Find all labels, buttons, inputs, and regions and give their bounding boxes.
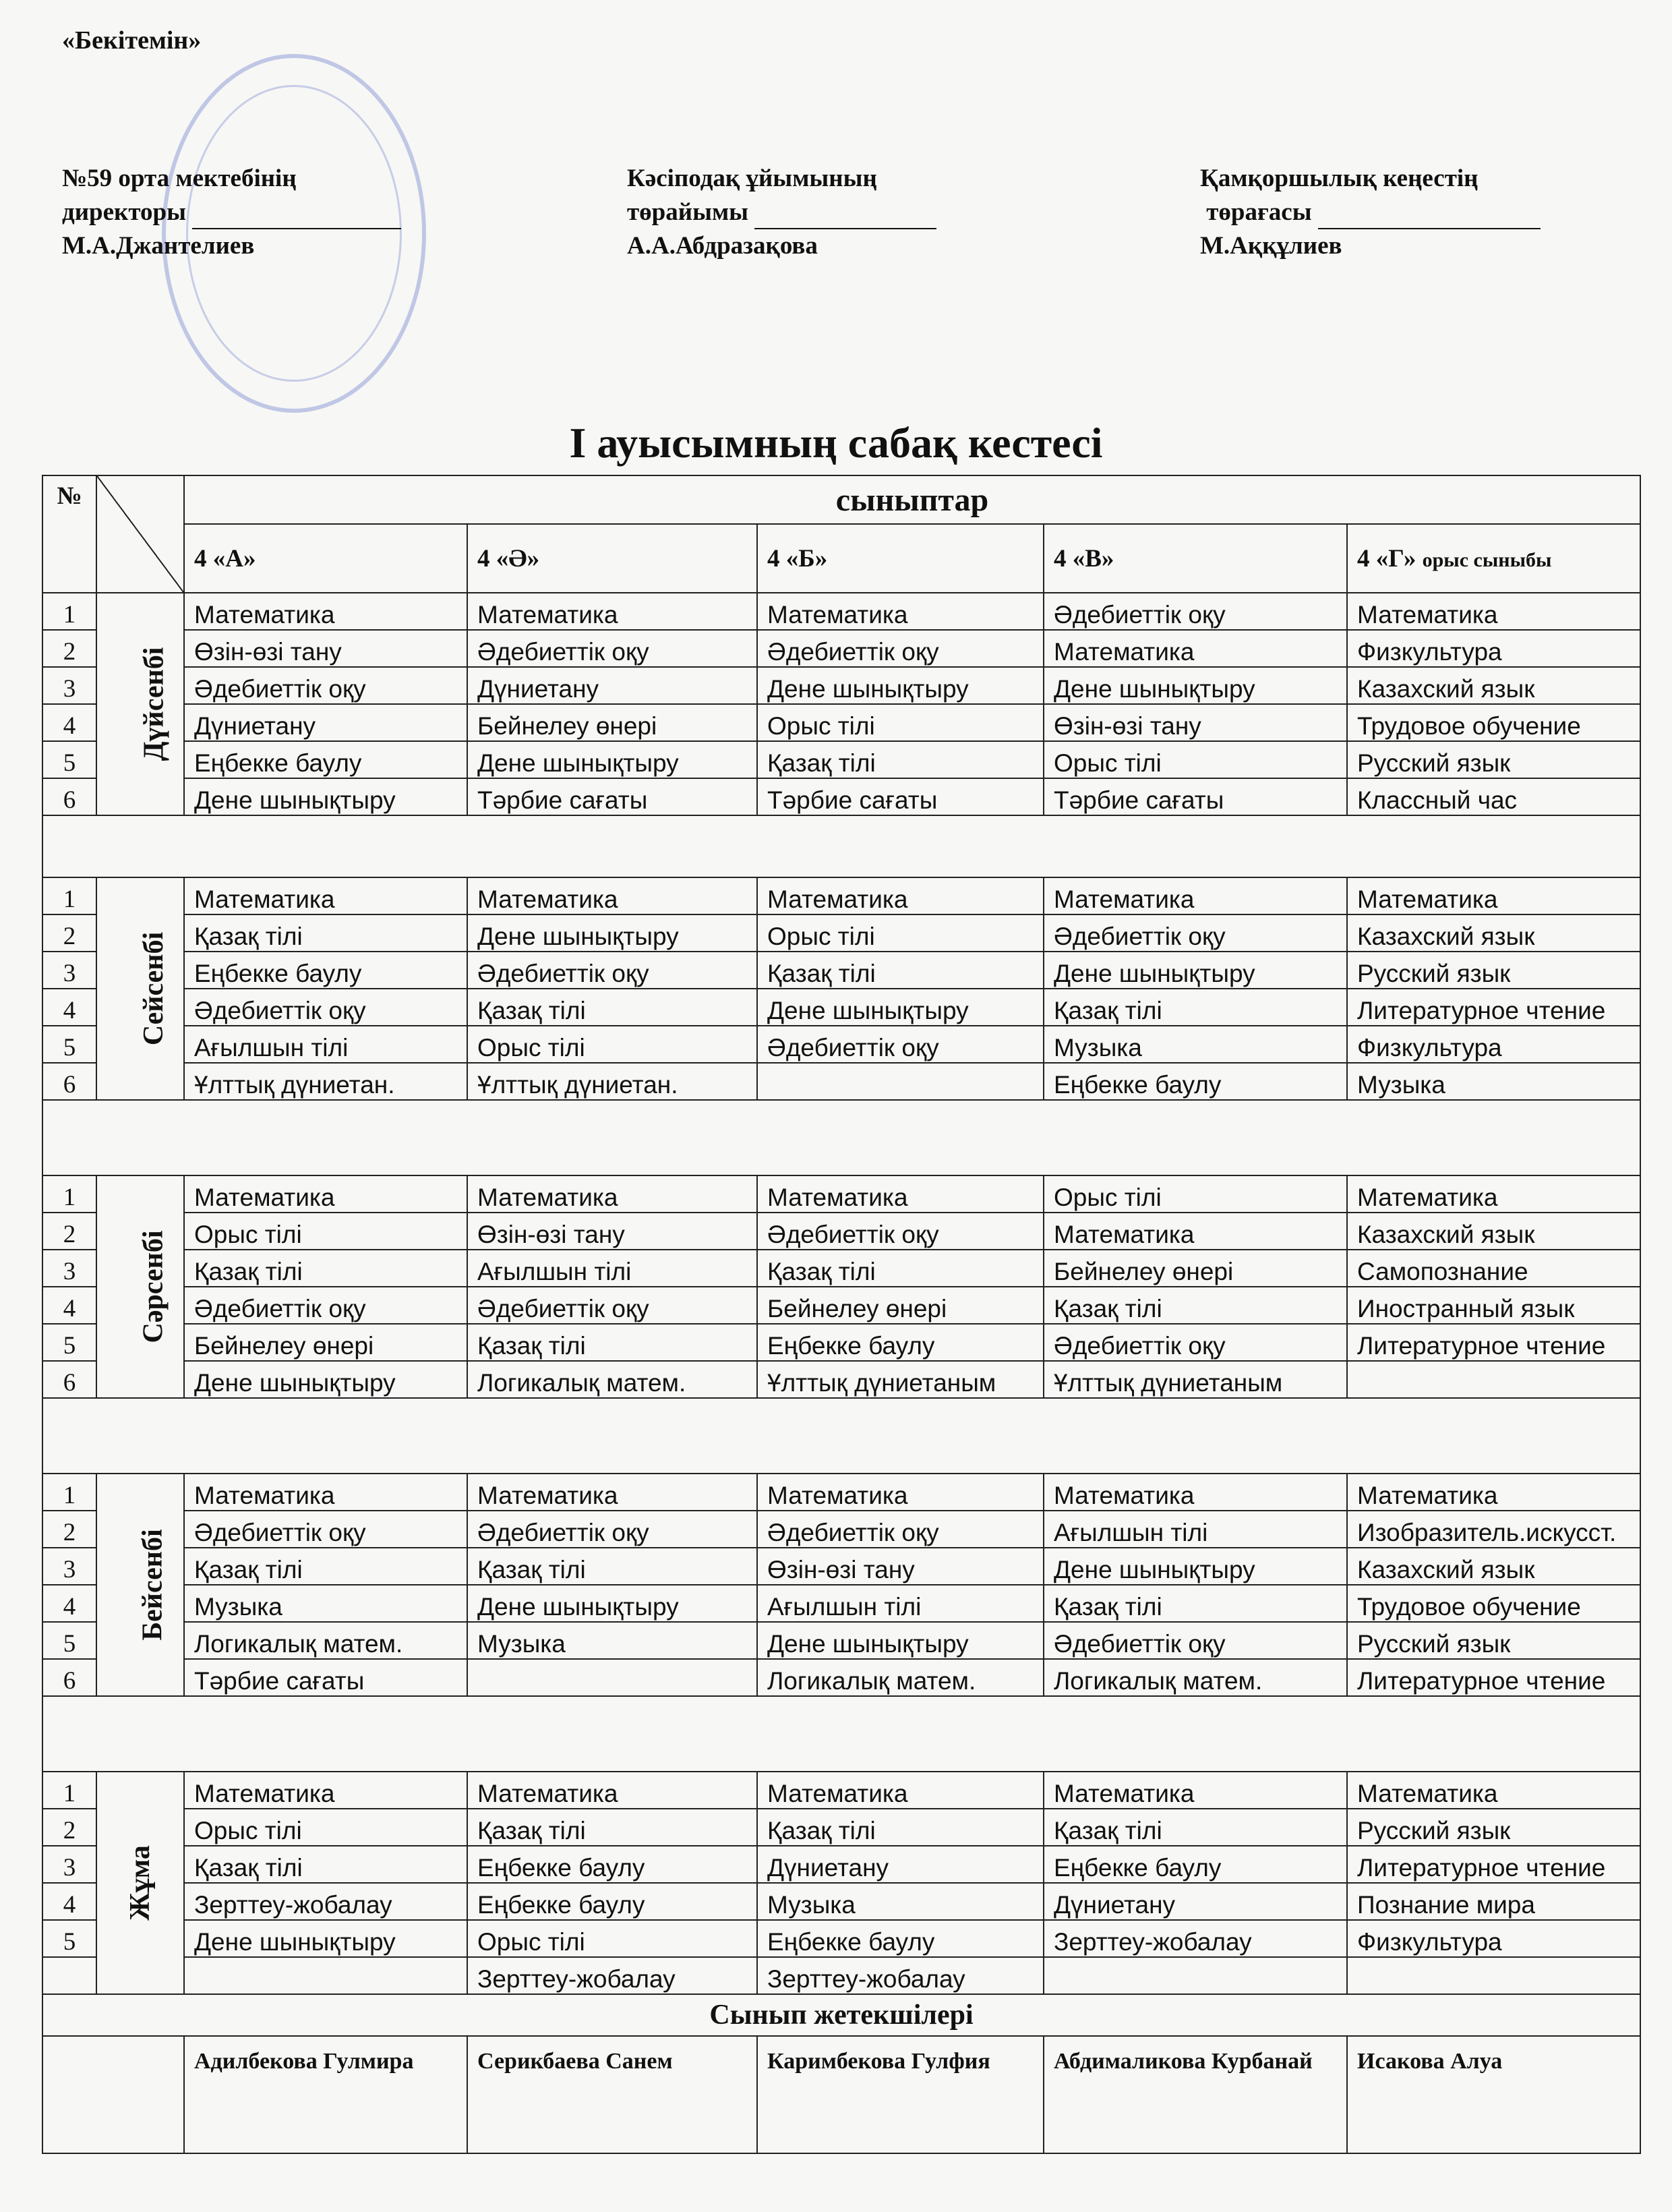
lesson-cell: Зерттеу-жобалау: [467, 1957, 757, 1994]
lesson-cell: Орыс тілі: [467, 1920, 757, 1957]
lesson-cell: Қазақ тілі: [184, 1250, 467, 1287]
page-title: І ауысымның сабақ кестесі: [569, 419, 1103, 467]
lesson-cell: Әдебиеттік оқу: [467, 1511, 757, 1548]
lesson-cell: Математика: [184, 593, 467, 630]
lesson-cell: Қазақ тілі: [184, 1846, 467, 1883]
lesson-cell: Русский язык: [1347, 952, 1640, 989]
lesson-cell: Орыс тілі: [184, 1213, 467, 1250]
lesson-cell: Математика: [1044, 1213, 1347, 1250]
table-row: [42, 1548, 1640, 1585]
lesson-number: 6: [42, 778, 96, 815]
lesson-cell: Дене шынықтыру: [184, 1361, 467, 1398]
lesson-cell: Өзін-өзі тану: [184, 630, 467, 667]
signature-council-line1: Қамқоршылық кеңестің: [1200, 165, 1479, 192]
lesson-cell: Әдебиеттік оқу: [757, 1026, 1044, 1063]
day-separator: [42, 1398, 1640, 1474]
lesson-cell: Литературное чтение: [1347, 1846, 1640, 1883]
lesson-cell: Еңбекке баулу: [757, 1920, 1044, 1957]
lesson-cell: Математика: [1044, 877, 1347, 914]
lesson-cell: Қазақ тілі: [757, 952, 1044, 989]
lesson-cell: Қазақ тілі: [757, 1250, 1044, 1287]
lesson-cell: Математика: [757, 1175, 1044, 1213]
lesson-cell: Тәрбие сағаты: [1044, 778, 1347, 815]
table-row: [42, 1287, 1640, 1324]
lesson-number: 3: [42, 1250, 96, 1287]
lesson-cell: Зерттеу-жобалау: [1044, 1920, 1347, 1957]
column-header: [1044, 524, 1347, 593]
lesson-cell: Ұлттық дүниетаным: [757, 1361, 1044, 1398]
table-row: [42, 593, 1640, 630]
table-row: [42, 704, 1640, 741]
signature-director-name: М.А.Джантелиев: [62, 232, 255, 260]
lesson-cell: Әдебиеттік оқу: [1044, 914, 1347, 952]
lesson-cell: Бейнелеу өнері: [1044, 1250, 1347, 1287]
lesson-cell: [1044, 1957, 1347, 1994]
lesson-cell: Ағылшын тілі: [184, 1026, 467, 1063]
day-label: Бейсенбі: [137, 1529, 169, 1641]
teachers-title: Сынып жетекшілері: [42, 1994, 1640, 2036]
table-row: [42, 1324, 1640, 1361]
teacher-name: Исакова Алуа: [1347, 2036, 1640, 2153]
lesson-cell: Музыка: [467, 1622, 757, 1659]
table-row: [42, 741, 1640, 778]
lesson-cell: Математика: [1044, 1772, 1347, 1809]
lesson-number: 5: [42, 741, 96, 778]
column-header-label: 4 «В»: [1054, 544, 1114, 573]
lesson-cell: Әдебиеттік оқу: [184, 667, 467, 704]
lesson-cell: Дене шынықтыру: [757, 1622, 1044, 1659]
table-row: [42, 1213, 1640, 1250]
lesson-cell: Өзін-өзі тану: [757, 1548, 1044, 1585]
table-row: [42, 877, 1640, 914]
lesson-cell: Орыс тілі: [467, 1026, 757, 1063]
lesson-cell: Музыка: [1044, 1026, 1347, 1063]
lesson-cell: Дүниетану: [467, 667, 757, 704]
header-classes: сыныптар: [184, 475, 1640, 524]
lesson-cell: Бейнелеу өнері: [184, 1324, 467, 1361]
lesson-number: 6: [42, 1063, 96, 1100]
lesson-cell: Математика: [184, 1474, 467, 1511]
header-diagonal: [96, 475, 184, 593]
day-cell: [96, 593, 184, 815]
lesson-cell: Дене шынықтыру: [184, 778, 467, 815]
lesson-cell: Әдебиеттік оқу: [184, 1511, 467, 1548]
lesson-cell: Әдебиеттік оқу: [1044, 1324, 1347, 1361]
lesson-cell: Қазақ тілі: [757, 1809, 1044, 1846]
lesson-cell: Математика: [467, 1474, 757, 1511]
column-header: [757, 524, 1044, 593]
lesson-cell: Еңбекке баулу: [184, 741, 467, 778]
lesson-cell: Қазақ тілі: [467, 1548, 757, 1585]
table-row: [42, 1883, 1640, 1920]
lesson-cell: Физкультура: [1347, 1920, 1640, 1957]
lesson-cell: Русский язык: [1347, 1622, 1640, 1659]
table-row: [42, 1026, 1640, 1063]
table-row: [42, 989, 1640, 1026]
column-header: [184, 524, 467, 593]
lesson-number: 1: [42, 593, 96, 630]
signature-director-line2: директоры: [62, 198, 187, 226]
lesson-cell: Математика: [1347, 877, 1640, 914]
signature-director: [62, 162, 401, 263]
table-row: [42, 1511, 1640, 1548]
column-header: [1347, 524, 1640, 593]
lesson-cell: Еңбекке баулу: [1044, 1063, 1347, 1100]
lesson-number: 1: [42, 877, 96, 914]
header-row: [42, 524, 1640, 593]
lesson-cell: Литературное чтение: [1347, 1659, 1640, 1696]
lesson-number: 6: [42, 1659, 96, 1696]
lesson-cell: Математика: [1347, 1175, 1640, 1213]
signature-line: [754, 201, 936, 229]
lesson-cell: Казахский язык: [1347, 1548, 1640, 1585]
day-separator-cell: [42, 815, 1640, 877]
lesson-cell: Математика: [184, 877, 467, 914]
day-cell: [96, 877, 184, 1100]
lesson-cell: Қазақ тілі: [467, 1324, 757, 1361]
lesson-cell: [1347, 1361, 1640, 1398]
lesson-number: 5: [42, 1324, 96, 1361]
lesson-cell: Ағылшын тілі: [757, 1585, 1044, 1622]
approve-label: «Бекітемін»: [62, 26, 202, 55]
table-row: [42, 1474, 1640, 1511]
signature-union-name: А.А.Абдразақова: [627, 232, 818, 260]
lesson-cell: Әдебиеттік оқу: [1044, 593, 1347, 630]
lesson-cell: Әдебиеттік оқу: [184, 1287, 467, 1324]
lesson-cell: Қазақ тілі: [757, 741, 1044, 778]
day-separator: [42, 1696, 1640, 1772]
lesson-cell: Қазақ тілі: [467, 1809, 757, 1846]
lesson-cell: Қазақ тілі: [1044, 1287, 1347, 1324]
lesson-cell: Дүниетану: [1044, 1883, 1347, 1920]
lesson-cell: Қазақ тілі: [467, 989, 757, 1026]
lesson-cell: [184, 1957, 467, 1994]
lesson-cell: Классный час: [1347, 778, 1640, 815]
lesson-cell: [1347, 1957, 1640, 1994]
lesson-cell: [757, 1063, 1044, 1100]
lesson-cell: Әдебиеттік оқу: [467, 1287, 757, 1324]
signature-council-line2: төрағасы: [1206, 198, 1312, 226]
lesson-cell: Дүниетану: [757, 1846, 1044, 1883]
lesson-cell: [467, 1659, 757, 1696]
lesson-cell: Бейнелеу өнері: [467, 704, 757, 741]
day-separator-cell: [42, 1100, 1640, 1175]
lesson-cell: Литературное чтение: [1347, 989, 1640, 1026]
lesson-number: 1: [42, 1175, 96, 1213]
lesson-cell: Еңбекке баулу: [184, 952, 467, 989]
table-row: [42, 1622, 1640, 1659]
lesson-cell: Математика: [184, 1175, 467, 1213]
header-number: №: [42, 475, 96, 593]
lesson-cell: Математика: [1044, 630, 1347, 667]
lesson-cell: Математика: [1347, 1772, 1640, 1809]
day-separator: [42, 1100, 1640, 1175]
lesson-cell: Дене шынықтыру: [467, 1585, 757, 1622]
teachers-empty-cell: [42, 2036, 184, 2153]
lesson-cell: Өзін-өзі тану: [1044, 704, 1347, 741]
table-row: [42, 1772, 1640, 1809]
day-label: Дүйсенбі: [138, 647, 170, 761]
lesson-cell: Математика: [467, 1772, 757, 1809]
day-separator-cell: [42, 1398, 1640, 1474]
lesson-number: 4: [42, 1287, 96, 1324]
lesson-cell: Логикалық матем.: [1044, 1659, 1347, 1696]
lesson-number: 3: [42, 952, 96, 989]
lesson-cell: Орыс тілі: [757, 914, 1044, 952]
teacher-name: Адилбекова Гулмира: [184, 2036, 467, 2153]
lesson-number: 2: [42, 630, 96, 667]
signature-council: [1200, 162, 1541, 263]
lesson-cell: Изобразитель.искусст.: [1347, 1511, 1640, 1548]
lesson-cell: Еңбекке баулу: [1044, 1846, 1347, 1883]
lesson-cell: Математика: [1044, 1474, 1347, 1511]
signature-union-line1: Кәсіподақ ұйымының: [627, 165, 877, 192]
lesson-cell: Математика: [467, 877, 757, 914]
lesson-cell: Дене шынықтыру: [1044, 1548, 1347, 1585]
table-row: [42, 1846, 1640, 1883]
day-label: Сейсенбі: [138, 931, 170, 1046]
lesson-cell: Әдебиеттік оқу: [757, 1213, 1044, 1250]
lesson-cell: Бейнелеу өнері: [757, 1287, 1044, 1324]
lesson-cell: Дене шынықтыру: [1044, 667, 1347, 704]
lesson-cell: Дүниетану: [184, 704, 467, 741]
lesson-number: 5: [42, 1026, 96, 1063]
table-row: [42, 1175, 1640, 1213]
lesson-number: 4: [42, 1585, 96, 1622]
signature-council-name: М.Аққұлиев: [1200, 232, 1342, 260]
lesson-cell: Дене шынықтыру: [1044, 952, 1347, 989]
lesson-cell: Логикалық матем.: [184, 1622, 467, 1659]
day-separator-cell: [42, 1696, 1640, 1772]
lesson-cell: Русский язык: [1347, 1809, 1640, 1846]
table-row: [42, 1250, 1640, 1287]
lesson-number: 4: [42, 989, 96, 1026]
lesson-cell: Логикалық матем.: [467, 1361, 757, 1398]
lesson-cell: Музыка: [757, 1883, 1044, 1920]
lesson-cell: Қазақ тілі: [184, 914, 467, 952]
table-row: [42, 1920, 1640, 1957]
lesson-cell: Физкультура: [1347, 1026, 1640, 1063]
lesson-cell: Математика: [757, 1474, 1044, 1511]
lesson-cell: Әдебиеттік оқу: [467, 630, 757, 667]
day-separator: [42, 815, 1640, 877]
lesson-cell: Еңбекке баулу: [467, 1846, 757, 1883]
lesson-cell: Орыс тілі: [1044, 1175, 1347, 1213]
day-cell: [96, 1772, 184, 1994]
lesson-number: 2: [42, 1213, 96, 1250]
lesson-cell: Ағылшын тілі: [1044, 1511, 1347, 1548]
lesson-cell: Логикалық матем.: [757, 1659, 1044, 1696]
signature-line: [1318, 201, 1541, 229]
lesson-cell: Ұлттық дүниетан.: [467, 1063, 757, 1100]
lesson-number: [42, 1957, 96, 1994]
column-header-note: орыс сыныбы: [1422, 548, 1552, 571]
teacher-name: Абдималикова Курбанай: [1044, 2036, 1347, 2153]
lesson-cell: Қазақ тілі: [184, 1548, 467, 1585]
column-header: [467, 524, 757, 593]
lesson-cell: Тәрбие сағаты: [467, 778, 757, 815]
lesson-number: 2: [42, 914, 96, 952]
column-header-label: 4 «Ә»: [477, 544, 540, 573]
lesson-cell: Қазақ тілі: [1044, 989, 1347, 1026]
table-row: [42, 1361, 1640, 1398]
lesson-cell: Математика: [1347, 1474, 1640, 1511]
lesson-cell: Трудовое обучение: [1347, 704, 1640, 741]
schedule-table: [42, 475, 1641, 2154]
table-row: [42, 1809, 1640, 1846]
table-row: [42, 778, 1640, 815]
lesson-cell: Әдебиеттік оқу: [757, 1511, 1044, 1548]
lesson-cell: Математика: [757, 593, 1044, 630]
lesson-cell: Музыка: [1347, 1063, 1640, 1100]
teachers-title-row: [42, 1994, 1640, 2036]
lesson-cell: Зерттеу-жобалау: [184, 1883, 467, 1920]
lesson-cell: Музыка: [184, 1585, 467, 1622]
lesson-cell: Дене шынықтыру: [757, 667, 1044, 704]
lesson-number: 5: [42, 1920, 96, 1957]
day-cell: [96, 1175, 184, 1398]
lesson-cell: Орыс тілі: [1044, 741, 1347, 778]
table-row: [42, 952, 1640, 989]
lesson-number: 2: [42, 1511, 96, 1548]
lesson-cell: Литературное чтение: [1347, 1324, 1640, 1361]
lesson-cell: Дене шынықтыру: [757, 989, 1044, 1026]
lesson-cell: Дене шынықтыру: [467, 741, 757, 778]
lesson-cell: Трудовое обучение: [1347, 1585, 1640, 1622]
table-row: [42, 1659, 1640, 1696]
lesson-cell: Иностранный язык: [1347, 1287, 1640, 1324]
teachers-row: [42, 2036, 1640, 2153]
lesson-cell: Русский язык: [1347, 741, 1640, 778]
lesson-cell: Математика: [1347, 593, 1640, 630]
day-label: Сәрсенбі: [138, 1230, 169, 1343]
lesson-number: 4: [42, 704, 96, 741]
lesson-number: 5: [42, 1622, 96, 1659]
signature-union-line2: төрайымы: [627, 198, 749, 226]
lesson-cell: Математика: [757, 1772, 1044, 1809]
signature-union: [627, 162, 936, 263]
lesson-cell: Ұлттық дүниетаным: [1044, 1361, 1347, 1398]
day-cell: [96, 1474, 184, 1696]
table-row: [42, 1585, 1640, 1622]
lesson-number: 1: [42, 1772, 96, 1809]
lesson-cell: Еңбекке баулу: [757, 1324, 1044, 1361]
lesson-cell: Самопознание: [1347, 1250, 1640, 1287]
teacher-name: Каримбекова Гулфия: [757, 2036, 1044, 2153]
lesson-cell: Еңбекке баулу: [467, 1883, 757, 1920]
lesson-cell: Физкультура: [1347, 630, 1640, 667]
table-row: [42, 630, 1640, 667]
lesson-number: 6: [42, 1361, 96, 1398]
column-header-label: 4 «Б»: [767, 544, 828, 573]
table-row: [42, 667, 1640, 704]
lesson-cell: Казахский язык: [1347, 1213, 1640, 1250]
column-header-label: 4 «Г»: [1357, 544, 1416, 573]
lesson-cell: Орыс тілі: [184, 1809, 467, 1846]
lesson-number: 2: [42, 1809, 96, 1846]
lesson-number: 4: [42, 1883, 96, 1920]
lesson-cell: Тәрбие сағаты: [184, 1659, 467, 1696]
lesson-cell: Қазақ тілі: [1044, 1809, 1347, 1846]
signature-line: [192, 201, 401, 229]
lesson-cell: Дене шынықтыру: [467, 914, 757, 952]
lesson-cell: Дене шынықтыру: [184, 1920, 467, 1957]
lesson-cell: Казахский язык: [1347, 914, 1640, 952]
lesson-cell: Қазақ тілі: [1044, 1585, 1347, 1622]
column-header-label: 4 «А»: [194, 544, 256, 573]
lesson-cell: Математика: [467, 593, 757, 630]
lesson-cell: Математика: [184, 1772, 467, 1809]
signature-director-line1: №59 орта мектебінің: [62, 165, 297, 192]
lesson-cell: Тәрбие сағаты: [757, 778, 1044, 815]
teacher-name: Серикбаева Санем: [467, 2036, 757, 2153]
lesson-cell: Орыс тілі: [757, 704, 1044, 741]
lesson-number: 1: [42, 1474, 96, 1511]
lesson-cell: Казахский язык: [1347, 667, 1640, 704]
lesson-cell: Ағылшын тілі: [467, 1250, 757, 1287]
table-row: [42, 914, 1640, 952]
lesson-number: 3: [42, 1548, 96, 1585]
lesson-cell: Математика: [757, 877, 1044, 914]
lesson-number: 3: [42, 667, 96, 704]
lesson-cell: Ұлттық дүниетан.: [184, 1063, 467, 1100]
day-label: Жұма: [124, 1845, 156, 1921]
lesson-cell: Математика: [467, 1175, 757, 1213]
table-row: [42, 1957, 1640, 1994]
lesson-number: 3: [42, 1846, 96, 1883]
lesson-cell: Әдебиеттік оқу: [757, 630, 1044, 667]
lesson-cell: Өзін-өзі тану: [467, 1213, 757, 1250]
lesson-cell: Познание мира: [1347, 1883, 1640, 1920]
lesson-cell: Әдебиеттік оқу: [184, 989, 467, 1026]
lesson-cell: Әдебиеттік оқу: [1044, 1622, 1347, 1659]
lesson-cell: Әдебиеттік оқу: [467, 952, 757, 989]
header-row: [42, 475, 1640, 524]
table-row: [42, 1063, 1640, 1100]
lesson-cell: Зерттеу-жобалау: [757, 1957, 1044, 1994]
